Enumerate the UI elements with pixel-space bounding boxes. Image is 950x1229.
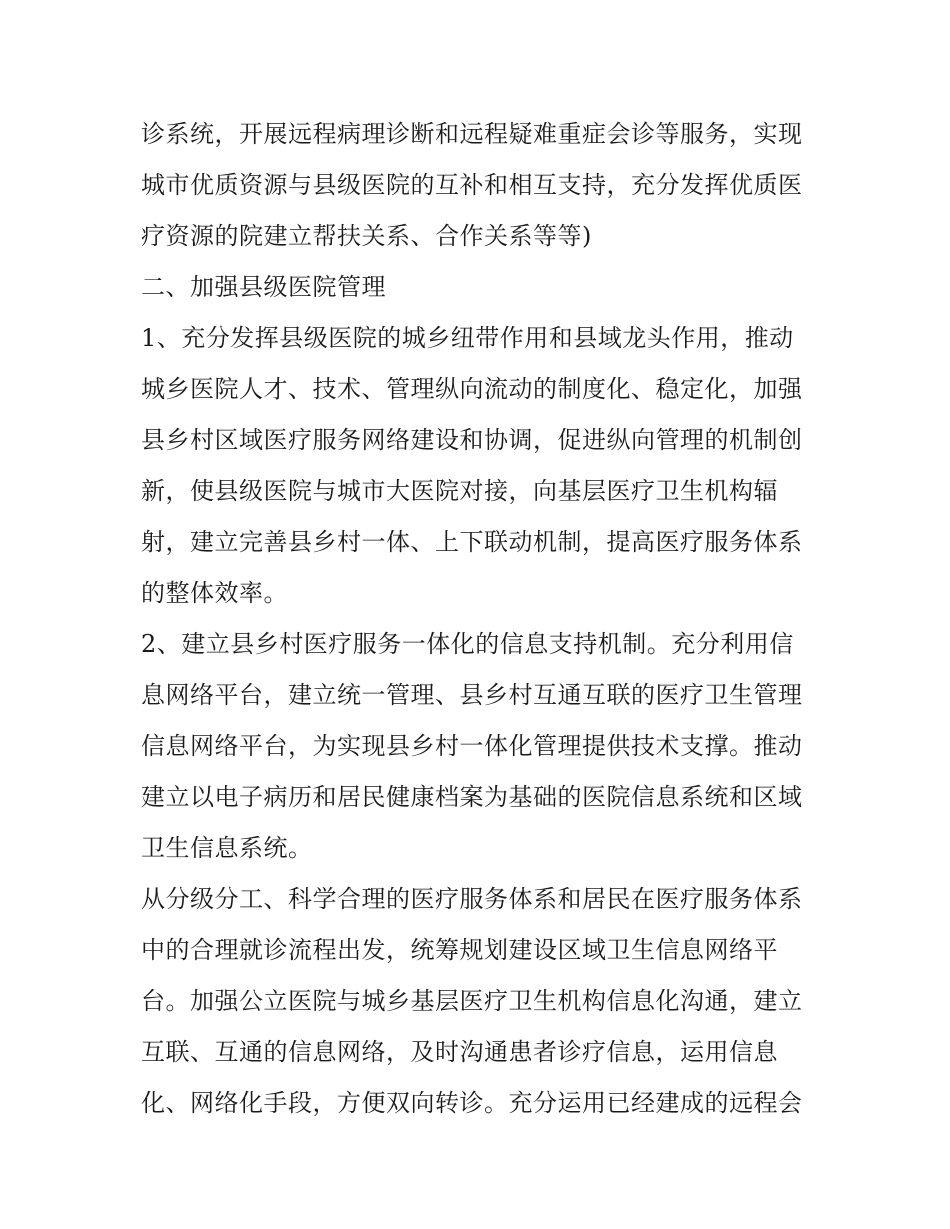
text-line-18: 台。加强公立医院与城乡基层医疗卫生机构信息化沟通，建立	[141, 987, 803, 1015]
document-body	[141, 109, 821, 1129]
text-line-16: 从分级分工、科学合理的医疗服务体系和居民在医疗服务体系	[141, 885, 803, 913]
text-line-20: 化、网络化手段，方便双向转诊。充分运用已经建成的远程会	[141, 1089, 803, 1117]
text-line-2: 城市优质资源与县级医院的互补和相互支持，充分发挥优质医	[141, 171, 803, 199]
text-line-13: 信息网络平台，为实现县乡村一体化管理提供技术支撑。推动	[141, 732, 803, 760]
text-line-9: 射，建立完善县乡村一体、上下联动机制，提高医疗服务体系	[141, 528, 803, 556]
section-heading: 二、加强县级医院管理	[141, 273, 386, 301]
text-line-1: 诊系统，开展远程病理诊断和远程疑难重症会诊等服务，实现	[141, 120, 803, 148]
text-line-8: 新，使县级医院与城市大医院对接，向基层医疗卫生机构辐	[141, 477, 778, 505]
text-line-12: 息网络平台，建立统一管理、县乡村互通互联的医疗卫生管理	[141, 681, 803, 709]
text-line-17: 中的合理就诊流程出发，统筹规划建设区域卫生信息网络平	[141, 936, 778, 964]
text-line-5: 1、充分发挥县级医院的城乡纽带作用和县域龙头作用，推动	[141, 324, 794, 352]
text-line-7: 县乡村区域医疗服务网络建设和协调，促进纵向管理的机制创	[141, 426, 803, 454]
text-line-11: 2、建立县乡村医疗服务一体化的信息支持机制。充分利用信	[141, 630, 794, 658]
text-line-6: 城乡医院人才、技术、管理纵向流动的制度化、稳定化，加强	[141, 375, 803, 403]
text-line-10: 的整体效率。	[141, 579, 288, 607]
text-line-3: 疗资源的院建立帮扶关系、合作关系等等)	[141, 222, 592, 250]
text-line-14: 建立以电子病历和居民健康档案为基础的医院信息系统和区域	[141, 783, 803, 811]
text-line-19: 互联、互通的信息网络，及时沟通患者诊疗信息，运用信息	[141, 1038, 778, 1066]
text-line-15: 卫生信息系统。	[141, 834, 313, 862]
